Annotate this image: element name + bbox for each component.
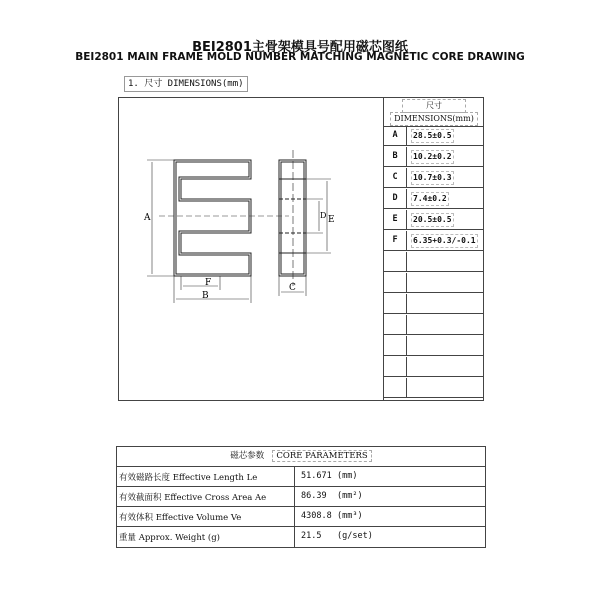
label-d: D: [320, 211, 327, 220]
parameter-unit: (g/set): [337, 531, 373, 541]
dimension-row: [384, 357, 484, 377]
parameter-value: 51.671: [301, 471, 332, 481]
dimension-key: [384, 357, 407, 376]
column-divider: [294, 527, 295, 547]
dimension-value: 10.7±0.3: [411, 171, 454, 185]
dimensions-header-cn: 尺寸: [402, 99, 466, 113]
dimension-row: [384, 231, 484, 251]
dimension-key: D: [384, 189, 407, 208]
parameter-row: [117, 527, 485, 547]
dimension-row: [384, 189, 484, 209]
dimension-value: 7.4±0.2: [411, 192, 449, 206]
parameter-unit: (mm²): [337, 491, 363, 501]
e-core-side-view: [279, 150, 306, 286]
dimension-value: 6.35+0.3/-0.1: [411, 234, 478, 248]
label-c: C: [289, 283, 296, 293]
dimension-key: [384, 336, 407, 355]
column-divider: [294, 487, 295, 506]
dimension-key: [384, 252, 407, 271]
dimension-key: E: [384, 210, 407, 229]
parameter-value: 21.5: [301, 531, 322, 541]
parameter-label: 有效截面积 Effective Cross Area Ae: [119, 493, 267, 503]
label-a: A: [144, 213, 151, 223]
core-parameters-header-en: CORE PARAMETERS: [272, 450, 371, 462]
section-label: 1. 尺寸 DIMENSIONS(mm): [124, 76, 248, 92]
parameter-value: 4308.8: [301, 511, 332, 521]
core-parameters-header-cn: 磁芯参数: [230, 451, 265, 461]
dimension-value: 20.5±0.5: [411, 213, 454, 227]
dimension-row: [384, 273, 484, 293]
core-parameters-header: [117, 447, 485, 467]
dimension-key: F: [384, 231, 407, 250]
dimension-row: [384, 315, 484, 335]
dimension-value: 10.2±0.2: [411, 150, 454, 164]
parameter-label: 重量 Approx. Weight (g): [119, 533, 220, 543]
dimensions-frame: [118, 97, 484, 401]
parameter-label: 有效体积 Effective Volume Ve: [119, 513, 242, 523]
dimension-row: [384, 168, 484, 188]
parameter-row: [117, 507, 485, 527]
label-f: F: [205, 278, 212, 288]
column-divider: [294, 507, 295, 526]
core-drawing: [119, 98, 383, 400]
title-english: BEI2801 MAIN FRAME MOLD NUMBER MATCHING MAGNETIC CORE DRAWING: [75, 51, 525, 63]
dimension-key: A: [384, 126, 407, 145]
e-core-front-view: [174, 160, 251, 276]
dimensions-table: [383, 98, 485, 400]
dimensions-table-header: [384, 98, 484, 127]
dimension-key: [384, 294, 407, 313]
dimension-row: [384, 378, 484, 398]
column-divider: [294, 467, 295, 486]
dimension-key: B: [384, 147, 407, 166]
dimension-row: [384, 336, 484, 356]
dimension-row: [384, 126, 484, 146]
dimension-row: [384, 294, 484, 314]
title-chinese: BEI2801主骨架模具号配用磁芯图纸: [192, 40, 408, 55]
parameter-row: [117, 487, 485, 507]
side-dimension-lines: [279, 179, 331, 296]
parameter-unit: (mm³): [337, 511, 363, 521]
parameter-label: 有效磁路长度 Effective Length Le: [119, 473, 258, 483]
dimension-value: 28.5±0.5: [411, 129, 454, 143]
dimension-key: [384, 273, 407, 292]
dimension-key: [384, 378, 407, 397]
label-b: B: [202, 291, 209, 301]
parameter-value: 86.39: [301, 491, 327, 501]
core-parameters-table: [116, 446, 486, 548]
dimension-key: [384, 315, 407, 334]
dimension-row: [384, 252, 484, 272]
label-e: E: [328, 215, 335, 225]
parameter-row: [117, 467, 485, 487]
dimension-key: C: [384, 168, 407, 187]
dimension-row: [384, 210, 484, 230]
parameter-unit: (mm): [337, 471, 358, 481]
dimension-row: [384, 147, 484, 167]
dimensions-header-en: DIMENSIONS(mm): [390, 112, 478, 126]
